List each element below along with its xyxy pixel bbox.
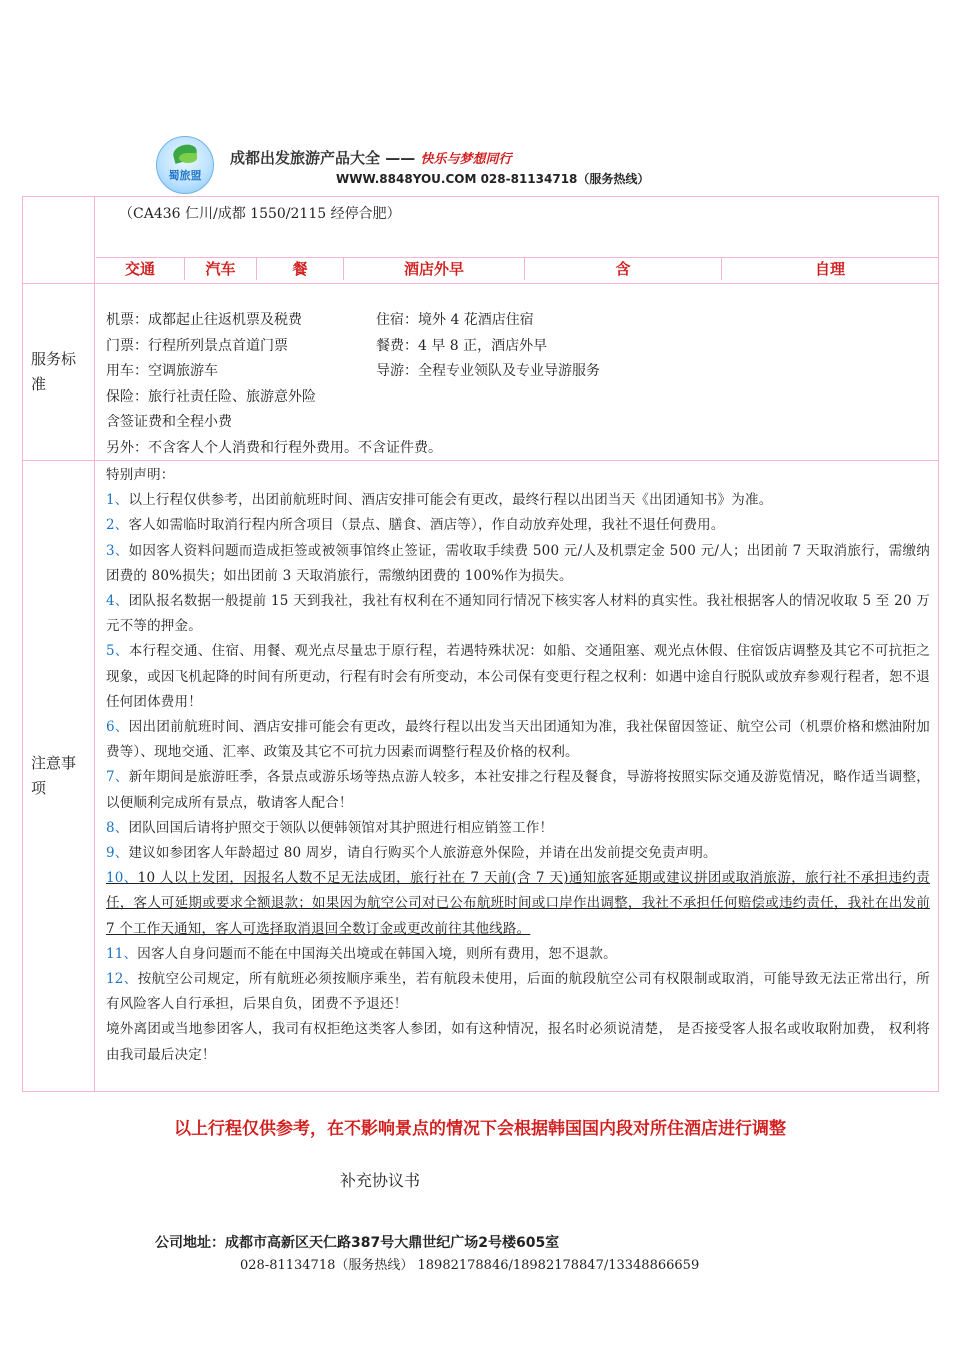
service-list bbox=[106, 308, 600, 461]
flight-info: （CA436 仁川/成都 1550/2115 经停合肥） bbox=[119, 206, 401, 222]
cell-bus: 汽车 bbox=[184, 258, 256, 280]
note-number: 3、 bbox=[106, 542, 129, 559]
note-item bbox=[106, 866, 930, 942]
note-item bbox=[106, 513, 930, 538]
cell-transport: 交通 bbox=[124, 260, 155, 278]
note-text: 建议如参团客人年龄超过 80 周岁，请自行购买个人旅游意外保险，并请在出发前提交免责声明。 bbox=[128, 845, 717, 862]
note-item bbox=[106, 639, 930, 715]
brand-logo bbox=[156, 136, 214, 194]
note-item bbox=[106, 765, 930, 815]
note-text: 因客人自身问题而不能在中国海关出境或在韩国入境，则所有费用，恕不退款。 bbox=[137, 945, 617, 962]
meal-row bbox=[96, 257, 938, 280]
service-item: 用车：空调旅游车 bbox=[106, 363, 218, 379]
header-title-text: 成都出发旅游产品大全 —— bbox=[230, 149, 416, 167]
note-text: 10 人以上发团，因报名人数不足无法成团，旅行社在 7 天前(含 7 天)通知旅客延期或建议拼团或取消旅游，旅行社不承担违约责任，客人可延期或要求全额退款；如果因为航空公司对已公布航班时间或口岸作出调整，我社不承担任何赔偿或违约责任，我社在出发前 7 个工作天通知，客人可选择取消退回全数订金或更改前往其他线路。 bbox=[106, 870, 930, 937]
note-text: 如因客人资料问题而造成拒签或被领事馆终止签证，需收取手续费 500 元/人及机票定金 500 元/人；出团前 7 天取消旅行，需缴纳团费的 80%损失；如出团前 3 天取消旅行，需缴纳团费的 100%作为损失。 bbox=[106, 542, 930, 584]
note-text: 按航空公司规定，所有航班必须按顺序乘坐，若有航段未使用，后面的航段航空公司有权限制或取消，可能导致无法正常出行，所有风险客人自行承担，后果自负，团费不予退还！ bbox=[106, 971, 930, 1013]
note-text: 因出团前航班时间、酒店安排可能会有更改，最终行程以出发当天出团通知为准，我社保留因签证、航空公司（机票价格和燃油附加费等）、现地交通、汇率、政策及其它不可抗力因素而调整行程及价格的权利。 bbox=[106, 719, 930, 761]
note-item bbox=[106, 816, 930, 841]
header-slogan: 快乐与梦想同行 bbox=[420, 152, 512, 167]
note-text: 团队报名数据一般提前 15 天到我社，我社有权利在不通知同行情况下核实客人材料的真实性。我社根据客人的情况收取 5 至 20 万元不等的押金。 bbox=[106, 593, 930, 635]
note-number: 8、 bbox=[106, 819, 129, 836]
cell-breakfast: 酒店外早 bbox=[343, 258, 524, 280]
note-text: 本行程交通、住宿、用餐、观光点尽量忠于原行程，若遇特殊状况：如船、交通阻塞、观光点休假、住宿饭店调整及其它不可抗拒之现象，或因飞机起降的时间有所更动，行程有时会有所变动，本公司保有变更行程之权利：如遇中途自行脱队或放弃参观行程者，恕不退任何团体费用！ bbox=[106, 643, 930, 710]
service-line bbox=[106, 385, 442, 411]
cell-included: 含 bbox=[524, 258, 721, 280]
note-number: 7、 bbox=[106, 769, 129, 786]
note-number: 10、 bbox=[106, 870, 138, 887]
note-number: 1、 bbox=[106, 492, 129, 509]
note-number: 5、 bbox=[106, 643, 129, 660]
itinerary-table bbox=[22, 196, 939, 1092]
note-text: 以上行程仅供参考，出团前航班时间、酒店安排可能会有更改，最终行程以出团当天《出团通知书》为准。 bbox=[128, 492, 773, 509]
note-number: 12、 bbox=[106, 971, 138, 988]
service-item: 保险：旅行社责任险、旅游意外险 bbox=[106, 388, 316, 405]
service-label-text: 服务标准 bbox=[31, 350, 77, 393]
supplement-title: 补充协议书 bbox=[340, 1171, 421, 1190]
note-item bbox=[106, 488, 930, 513]
notes-closing: 境外离团或当地参团客人，我司有权拒绝这类客人参团，如有这种情况，报名时必须说清楚， 是否接受客人报名或收取附加费， 权利将由我司最后决定！ bbox=[106, 1021, 930, 1063]
header-title bbox=[230, 147, 511, 168]
note-number: 4、 bbox=[106, 593, 129, 610]
service-item: 含签证费和全程小费 bbox=[106, 414, 232, 430]
cell-self-pay: 自理 bbox=[721, 258, 938, 280]
header-website: WWW.8848YOU.COM 028-81134718（服务热线） bbox=[336, 172, 650, 186]
note-text: 团队回国后请将护照交于领队以便韩领馆对其护照进行相应销签工作！ bbox=[128, 819, 554, 836]
notes-row bbox=[23, 460, 938, 1091]
service-item: 另外：不含客人个人消费和行程外费用。不含证件费。 bbox=[106, 439, 442, 456]
note-item bbox=[106, 589, 930, 639]
flight-row bbox=[23, 197, 938, 283]
logo-text: 蜀旅盟 bbox=[168, 169, 202, 182]
note-item bbox=[106, 942, 930, 967]
service-line bbox=[106, 334, 548, 360]
service-item: 机票：成都起止往返机票及税费 bbox=[106, 312, 302, 328]
service-label bbox=[23, 284, 95, 460]
cell-meal: 餐 bbox=[256, 258, 343, 280]
note-number: 2、 bbox=[106, 517, 129, 534]
notes-label bbox=[23, 461, 95, 1091]
service-item: 餐费：4 早 8 正，酒店外早 bbox=[376, 337, 548, 354]
service-row bbox=[23, 283, 938, 460]
service-line bbox=[106, 410, 442, 436]
note-item bbox=[106, 715, 930, 765]
page-header bbox=[150, 136, 710, 192]
service-line bbox=[106, 436, 442, 462]
flight-row-label bbox=[23, 197, 95, 283]
note-number: 6、 bbox=[106, 719, 129, 736]
service-line bbox=[106, 308, 534, 334]
note-number: 9、 bbox=[106, 845, 129, 862]
note-text: 新年期间是旅游旺季，各景点或游乐场等热点游人较多，本社安排之行程及餐食，导游将按照实际交通及游览情况，略作适当调整，以便顺利完成所有景点，敬请客人配合！ bbox=[106, 769, 930, 811]
service-item: 导游：全程专业领队及专业导游服务 bbox=[376, 363, 600, 379]
note-item bbox=[106, 841, 930, 866]
note-text: 客人如需临时取消行程内所含项目（景点、膳食、酒店等），作自动放弃处理，我社不退任何费用。 bbox=[128, 517, 725, 534]
leaf-small-icon bbox=[179, 153, 197, 163]
service-item: 住宿：境外 4 花酒店住宿 bbox=[376, 312, 534, 328]
notes-list bbox=[106, 463, 930, 1068]
company-phones: 028-81134718（服务热线） 18982178846/18982178847/13348866659 bbox=[240, 1258, 700, 1273]
company-address: 公司地址：成都市高新区天仁路387号大鼎世纪广场2号楼605室 bbox=[155, 1235, 560, 1251]
note-item bbox=[106, 967, 930, 1017]
itinerary-footnote: 以上行程仅供参考，在不影响景点的情况下会根据韩国国内段对所住酒店进行调整 bbox=[174, 1119, 786, 1139]
service-item: 门票：行程所列景点首道门票 bbox=[106, 337, 288, 354]
note-number: 11、 bbox=[106, 945, 138, 962]
note-item bbox=[106, 539, 930, 589]
service-line bbox=[106, 359, 600, 385]
notes-label-text: 注意事项 bbox=[31, 754, 77, 797]
notes-heading: 特别声明： bbox=[106, 467, 175, 483]
